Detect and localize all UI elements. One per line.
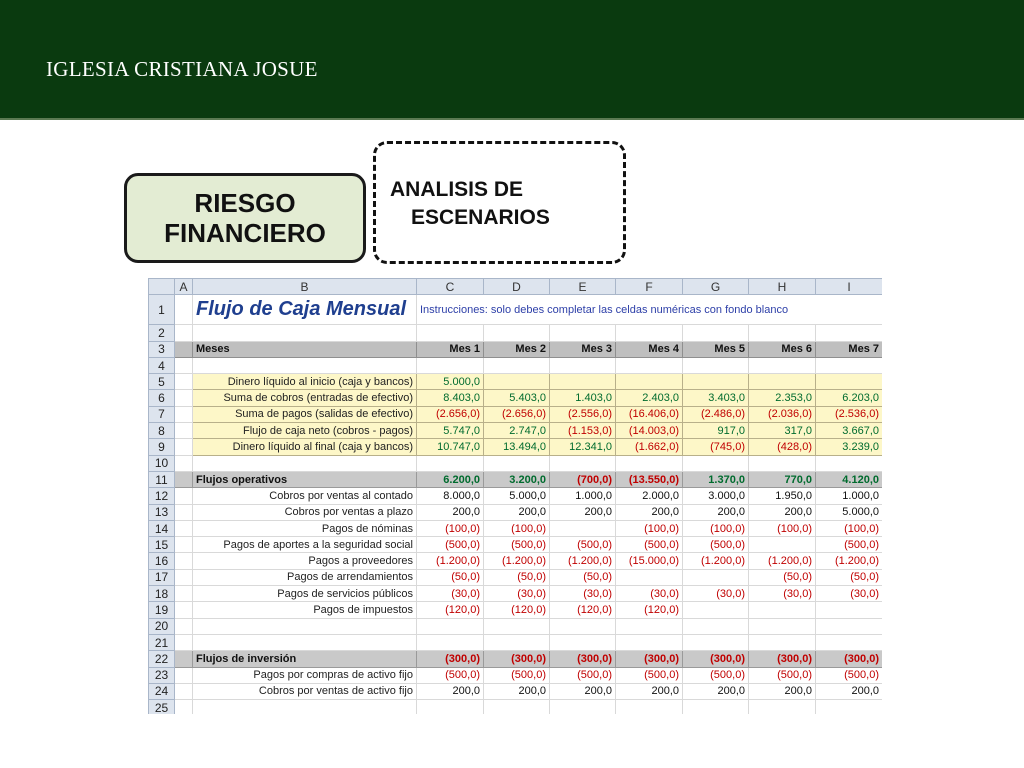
- value-cell: 12.341,0: [550, 439, 616, 455]
- value-cell: Mes 1: [417, 341, 484, 357]
- value-cell: [749, 618, 816, 634]
- value-cell: (2.556,0): [550, 406, 616, 422]
- value-cell: 3.667,0: [816, 423, 883, 439]
- value-cell: (30,0): [417, 586, 484, 602]
- cell: [175, 295, 193, 325]
- row-number: 25: [149, 700, 175, 714]
- value-cell: (50,0): [417, 569, 484, 585]
- value-cell: [417, 357, 484, 373]
- value-cell: Mes 2: [484, 341, 550, 357]
- table-row: [149, 667, 883, 683]
- value-cell: [550, 455, 616, 471]
- cell: [175, 618, 193, 634]
- value-cell: (50,0): [550, 569, 616, 585]
- value-cell: [749, 374, 816, 390]
- cell: [175, 504, 193, 520]
- value-cell: 8.403,0: [417, 390, 484, 406]
- value-cell: 200,0: [484, 504, 550, 520]
- value-cell: (700,0): [550, 471, 616, 487]
- row-label: Pagos de aportes a la seguridad social: [193, 537, 417, 553]
- value-cell: (15.000,0): [616, 553, 683, 569]
- value-cell: (1.200,0): [816, 553, 883, 569]
- col-header-g: G: [683, 279, 749, 295]
- value-cell: [616, 618, 683, 634]
- cash-flow-table: [148, 278, 882, 714]
- row-number: 3: [149, 341, 175, 357]
- value-cell: 3.403,0: [683, 390, 749, 406]
- value-cell: [417, 700, 484, 714]
- value-cell: [816, 618, 883, 634]
- row-label: Dinero líquido al inicio (caja y bancos): [193, 374, 417, 390]
- cell: [616, 325, 683, 341]
- row-number: 11: [149, 471, 175, 487]
- value-cell: (428,0): [749, 439, 816, 455]
- value-cell: 1.370,0: [683, 471, 749, 487]
- value-cell: 5.000,0: [484, 488, 550, 504]
- months-header-row: [149, 341, 883, 357]
- cell: [175, 602, 193, 618]
- value-cell: [616, 357, 683, 373]
- value-cell: 200,0: [484, 683, 550, 699]
- table-row: [149, 488, 883, 504]
- cell: [175, 634, 193, 650]
- value-cell: [683, 569, 749, 585]
- value-cell: 1.000,0: [550, 488, 616, 504]
- value-cell: [417, 634, 484, 650]
- value-cell: (300,0): [616, 651, 683, 667]
- table-row: [149, 553, 883, 569]
- value-cell: (50,0): [484, 569, 550, 585]
- value-cell: (100,0): [749, 520, 816, 536]
- value-cell: (1.200,0): [417, 553, 484, 569]
- row-label: Cobros por ventas a plazo: [193, 504, 417, 520]
- cell: [683, 325, 749, 341]
- cell: [175, 471, 193, 487]
- row-label: Cobros por ventas al contado: [193, 488, 417, 504]
- cell: [193, 325, 417, 341]
- cell: [175, 423, 193, 439]
- analisis-line-2: ESCENARIOS: [411, 206, 550, 229]
- value-cell: (500,0): [616, 537, 683, 553]
- value-cell: 10.747,0: [417, 439, 484, 455]
- cell: [550, 325, 616, 341]
- value-cell: (120,0): [616, 602, 683, 618]
- value-cell: 2.403,0: [616, 390, 683, 406]
- table-row: [149, 406, 883, 422]
- column-header-row: [149, 279, 883, 295]
- value-cell: (100,0): [484, 520, 550, 536]
- value-cell: (120,0): [417, 602, 484, 618]
- row-label: Pagos de arrendamientos: [193, 569, 417, 585]
- value-cell: 200,0: [749, 683, 816, 699]
- row-number: 22: [149, 651, 175, 667]
- sheet-title: Flujo de Caja Mensual: [193, 295, 417, 325]
- value-cell: 200,0: [749, 504, 816, 520]
- value-cell: 770,0: [749, 471, 816, 487]
- value-cell: 917,0: [683, 423, 749, 439]
- value-cell: (2.536,0): [816, 406, 883, 422]
- value-cell: (1.662,0): [616, 439, 683, 455]
- value-cell: (500,0): [484, 667, 550, 683]
- value-cell: 1.403,0: [550, 390, 616, 406]
- row-label: Pagos por compras de activo fijo: [193, 667, 417, 683]
- row-label: [193, 700, 417, 714]
- cell: [175, 651, 193, 667]
- value-cell: (30,0): [816, 586, 883, 602]
- col-header-a: A: [175, 279, 193, 295]
- cell: [175, 357, 193, 373]
- value-cell: [683, 634, 749, 650]
- value-cell: 3.239,0: [816, 439, 883, 455]
- value-cell: [484, 357, 550, 373]
- value-cell: 4.120,0: [816, 471, 883, 487]
- value-cell: [749, 537, 816, 553]
- row-label: Suma de cobros (entradas de efectivo): [193, 390, 417, 406]
- value-cell: [749, 700, 816, 714]
- corner-cell: [149, 279, 175, 295]
- blank-row: [149, 357, 883, 373]
- section-row: [149, 651, 883, 667]
- value-cell: 200,0: [417, 683, 484, 699]
- cell: [417, 325, 484, 341]
- row-number: 24: [149, 683, 175, 699]
- cell: [175, 700, 193, 714]
- col-header-h: H: [749, 279, 816, 295]
- row-label: Suma de pagos (salidas de efectivo): [193, 406, 417, 422]
- value-cell: [816, 700, 883, 714]
- value-cell: [683, 357, 749, 373]
- cell: [749, 325, 816, 341]
- value-cell: 200,0: [616, 683, 683, 699]
- row-number: 8: [149, 423, 175, 439]
- value-cell: (500,0): [550, 537, 616, 553]
- value-cell: 3.200,0: [484, 471, 550, 487]
- row-label: Pagos de impuestos: [193, 602, 417, 618]
- value-cell: 5.000,0: [417, 374, 484, 390]
- value-cell: [683, 700, 749, 714]
- value-cell: [484, 455, 550, 471]
- value-cell: 8.000,0: [417, 488, 484, 504]
- table-row: [149, 569, 883, 585]
- row-label: Flujos operativos: [193, 471, 417, 487]
- blank-row: [149, 455, 883, 471]
- value-cell: [816, 357, 883, 373]
- value-cell: (30,0): [683, 586, 749, 602]
- value-cell: 200,0: [550, 683, 616, 699]
- value-cell: (50,0): [749, 569, 816, 585]
- value-cell: (500,0): [749, 667, 816, 683]
- value-cell: (1.200,0): [484, 553, 550, 569]
- value-cell: (300,0): [484, 651, 550, 667]
- col-header-c: C: [417, 279, 484, 295]
- value-cell: 5.403,0: [484, 390, 550, 406]
- value-cell: (100,0): [616, 520, 683, 536]
- riesgo-line-2: FINANCIERO: [164, 218, 326, 248]
- value-cell: 200,0: [616, 504, 683, 520]
- row-label: Flujo de caja neto (cobros - pagos): [193, 423, 417, 439]
- cell: [175, 537, 193, 553]
- row-label: Pagos de servicios públicos: [193, 586, 417, 602]
- cell: [175, 569, 193, 585]
- cell: [484, 325, 550, 341]
- value-cell: (500,0): [683, 537, 749, 553]
- sheet-instructions: Instrucciones: solo debes completar las celdas numéricas con fondo blanco: [417, 295, 883, 325]
- value-cell: (500,0): [417, 537, 484, 553]
- value-cell: 5.747,0: [417, 423, 484, 439]
- row-label: Cobros por ventas de activo fijo: [193, 683, 417, 699]
- value-cell: 200,0: [683, 504, 749, 520]
- value-cell: (100,0): [683, 520, 749, 536]
- value-cell: 200,0: [816, 683, 883, 699]
- value-cell: (745,0): [683, 439, 749, 455]
- value-cell: 317,0: [749, 423, 816, 439]
- value-cell: (30,0): [749, 586, 816, 602]
- row-label: Dinero líquido al final (caja y bancos): [193, 439, 417, 455]
- value-cell: [749, 455, 816, 471]
- cell: [175, 455, 193, 471]
- value-cell: [749, 634, 816, 650]
- row-number: 16: [149, 553, 175, 569]
- value-cell: (300,0): [683, 651, 749, 667]
- value-cell: (1.153,0): [550, 423, 616, 439]
- table-row: [149, 520, 883, 536]
- value-cell: [484, 700, 550, 714]
- value-cell: [417, 455, 484, 471]
- value-cell: (300,0): [749, 651, 816, 667]
- value-cell: (500,0): [816, 667, 883, 683]
- row-label: [193, 618, 417, 634]
- value-cell: 2.747,0: [484, 423, 550, 439]
- cell: [175, 374, 193, 390]
- value-cell: (120,0): [484, 602, 550, 618]
- table-row: [149, 586, 883, 602]
- value-cell: [616, 455, 683, 471]
- value-cell: (2.656,0): [484, 406, 550, 422]
- row-number: 17: [149, 569, 175, 585]
- value-cell: [484, 634, 550, 650]
- cell: [175, 553, 193, 569]
- blank-row: [149, 325, 883, 341]
- spreadsheet-image: [148, 278, 882, 714]
- value-cell: (500,0): [550, 667, 616, 683]
- value-cell: [816, 634, 883, 650]
- row-number: 21: [149, 634, 175, 650]
- cell: [175, 586, 193, 602]
- title-row: [149, 295, 883, 325]
- value-cell: (16.406,0): [616, 406, 683, 422]
- value-cell: (2.486,0): [683, 406, 749, 422]
- row-number: 7: [149, 406, 175, 422]
- blank-row: [149, 618, 883, 634]
- value-cell: (120,0): [550, 602, 616, 618]
- value-cell: Mes 3: [550, 341, 616, 357]
- analisis-escenarios-box: [373, 141, 626, 264]
- value-cell: (2.656,0): [417, 406, 484, 422]
- table-row: [149, 537, 883, 553]
- value-cell: (30,0): [616, 586, 683, 602]
- value-cell: (300,0): [550, 651, 616, 667]
- row-number: 14: [149, 520, 175, 536]
- value-cell: 2.353,0: [749, 390, 816, 406]
- row-number: 2: [149, 325, 175, 341]
- cell: [175, 406, 193, 422]
- value-cell: (300,0): [417, 651, 484, 667]
- value-cell: [550, 520, 616, 536]
- row-number: 9: [149, 439, 175, 455]
- value-cell: [550, 357, 616, 373]
- value-cell: [417, 618, 484, 634]
- value-cell: (1.200,0): [683, 553, 749, 569]
- value-cell: [816, 602, 883, 618]
- table-row: [149, 504, 883, 520]
- value-cell: 6.200,0: [417, 471, 484, 487]
- value-cell: (1.200,0): [550, 553, 616, 569]
- row-label: Meses: [193, 341, 417, 357]
- table-row: [149, 683, 883, 699]
- table-row: [149, 602, 883, 618]
- cell: [175, 325, 193, 341]
- value-cell: (300,0): [816, 651, 883, 667]
- value-cell: [683, 602, 749, 618]
- value-cell: (50,0): [816, 569, 883, 585]
- section-row: [149, 471, 883, 487]
- value-cell: [683, 455, 749, 471]
- value-cell: Mes 5: [683, 341, 749, 357]
- value-cell: Mes 7: [816, 341, 883, 357]
- value-cell: [749, 357, 816, 373]
- slide-title: IGLESIA CRISTIANA JOSUE: [46, 57, 318, 81]
- value-cell: Mes 4: [616, 341, 683, 357]
- value-cell: (500,0): [616, 667, 683, 683]
- col-header-f: F: [616, 279, 683, 295]
- value-cell: (500,0): [484, 537, 550, 553]
- value-cell: [749, 602, 816, 618]
- value-cell: [616, 569, 683, 585]
- value-cell: [484, 618, 550, 634]
- value-cell: [616, 374, 683, 390]
- cell: [175, 439, 193, 455]
- row-number: 5: [149, 374, 175, 390]
- value-cell: [816, 455, 883, 471]
- cell: [175, 488, 193, 504]
- cell: [175, 390, 193, 406]
- value-cell: 200,0: [417, 504, 484, 520]
- value-cell: (13.550,0): [616, 471, 683, 487]
- row-number: 23: [149, 667, 175, 683]
- value-cell: 1.950,0: [749, 488, 816, 504]
- cell: [816, 325, 883, 341]
- riesgo-line-1: RIESGO: [194, 188, 296, 218]
- value-cell: [616, 700, 683, 714]
- row-label: Pagos de nóminas: [193, 520, 417, 536]
- row-number: 18: [149, 586, 175, 602]
- row-number: 4: [149, 357, 175, 373]
- riesgo-financiero-box: [124, 173, 366, 263]
- value-cell: 200,0: [550, 504, 616, 520]
- table-row: [149, 374, 883, 390]
- value-cell: (30,0): [484, 586, 550, 602]
- row-number: 20: [149, 618, 175, 634]
- analisis-line-1: ANALISIS DE: [390, 178, 524, 201]
- row-number: 12: [149, 488, 175, 504]
- table-row: [149, 439, 883, 455]
- cell: [175, 520, 193, 536]
- table-row: [149, 423, 883, 439]
- cell: [175, 341, 193, 357]
- row-number: 6: [149, 390, 175, 406]
- value-cell: 13.494,0: [484, 439, 550, 455]
- row-number: 10: [149, 455, 175, 471]
- value-cell: (2.036,0): [749, 406, 816, 422]
- value-cell: (14.003,0): [616, 423, 683, 439]
- table-row: [149, 390, 883, 406]
- value-cell: [616, 634, 683, 650]
- row-number: 15: [149, 537, 175, 553]
- value-cell: 6.203,0: [816, 390, 883, 406]
- value-cell: [550, 634, 616, 650]
- col-header-b: B: [193, 279, 417, 295]
- row-label: Pagos a proveedores: [193, 553, 417, 569]
- value-cell: [683, 618, 749, 634]
- blank-row: [149, 634, 883, 650]
- row-number: 19: [149, 602, 175, 618]
- value-cell: (1.200,0): [749, 553, 816, 569]
- value-cell: [550, 618, 616, 634]
- value-cell: (100,0): [816, 520, 883, 536]
- col-header-d: D: [484, 279, 550, 295]
- row-label: Flujos de inversión: [193, 651, 417, 667]
- value-cell: [550, 374, 616, 390]
- value-cell: 2.000,0: [616, 488, 683, 504]
- value-cell: 200,0: [683, 683, 749, 699]
- slide-header: [0, 0, 1024, 120]
- cell: [175, 683, 193, 699]
- value-cell: (500,0): [816, 537, 883, 553]
- col-header-i: I: [816, 279, 883, 295]
- row-label: [193, 634, 417, 650]
- row-label: [193, 357, 417, 373]
- value-cell: (500,0): [417, 667, 484, 683]
- row-number: 13: [149, 504, 175, 520]
- value-cell: (500,0): [683, 667, 749, 683]
- value-cell: [683, 374, 749, 390]
- value-cell: 3.000,0: [683, 488, 749, 504]
- value-cell: [484, 374, 550, 390]
- row-label: [193, 455, 417, 471]
- value-cell: (30,0): [550, 586, 616, 602]
- blank-row: [149, 700, 883, 714]
- value-cell: Mes 6: [749, 341, 816, 357]
- value-cell: (100,0): [417, 520, 484, 536]
- row-number: 1: [149, 295, 175, 325]
- cell: [175, 667, 193, 683]
- value-cell: 1.000,0: [816, 488, 883, 504]
- value-cell: 5.000,0: [816, 504, 883, 520]
- value-cell: [816, 374, 883, 390]
- value-cell: [550, 700, 616, 714]
- col-header-e: E: [550, 279, 616, 295]
